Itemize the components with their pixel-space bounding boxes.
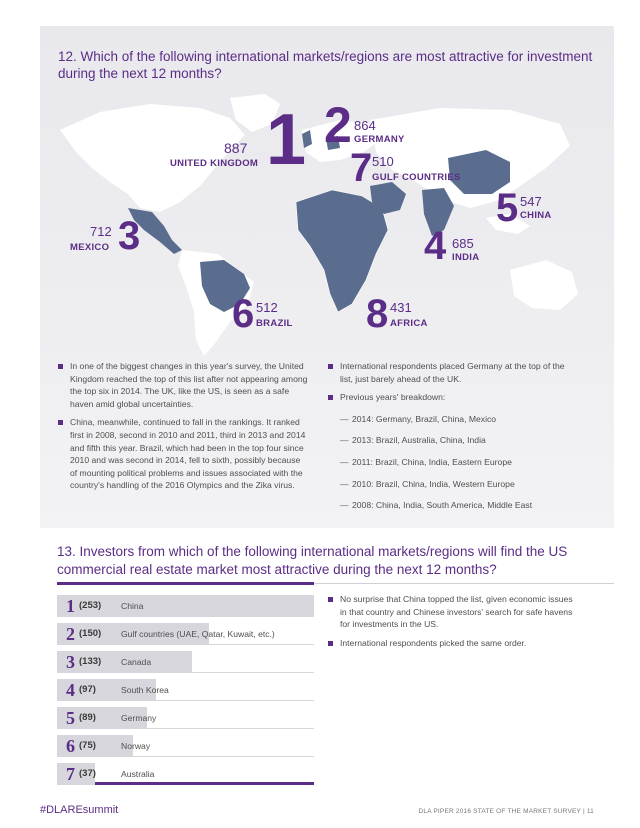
rank-count: 887 bbox=[224, 140, 248, 156]
q12-title: 12. Which of the following international markets/regions are most attractive for investment during the next 12 months? bbox=[58, 49, 593, 81]
rank-count: 510 bbox=[372, 154, 394, 169]
rank-number: 6 bbox=[232, 292, 255, 336]
rank-count: 547 bbox=[520, 194, 542, 209]
bar-count: (75) bbox=[79, 740, 96, 751]
bar-row bbox=[57, 729, 314, 757]
breakdown-item: — 2008: China, India, South America, Middle East bbox=[328, 499, 578, 512]
bar-row bbox=[57, 701, 314, 729]
q12-left-column bbox=[58, 360, 308, 498]
rank-number: 4 bbox=[424, 224, 447, 268]
rank-number: 1 bbox=[266, 100, 307, 180]
bar-row bbox=[57, 589, 314, 617]
breakdown-item: — 2014: Germany, Brazil, China, Mexico bbox=[328, 413, 578, 426]
bar-label: Canada bbox=[121, 657, 152, 667]
bullet-item: No surprise that China topped the list, given economic issues in that country and Chinese investors' search for safe havens for investments in the US. bbox=[328, 593, 578, 631]
rank-name: UNITED KINGDOM bbox=[170, 158, 259, 169]
bar-rank: 5 bbox=[66, 708, 75, 728]
q13-rule-light bbox=[314, 583, 614, 584]
breakdown-item: — 2013: Brazil, Australia, China, India bbox=[328, 434, 578, 447]
bar-rank: 1 bbox=[66, 596, 75, 616]
bar-row bbox=[57, 645, 314, 673]
bullet-item: China, meanwhile, continued to fall in the rankings. It ranked first in 2008, second in 2010 and 2011, third in 2013 and 2014 and fifth this year. Brazil, which had been in the top four since 2010 and was second in 2014, fell to sixth, possibly because of mounting political problems and issues associated with the country's handling of the 2016 Olympics and the Zika virus. bbox=[58, 416, 308, 492]
rank-count: 685 bbox=[452, 236, 474, 251]
bar-label: South Korea bbox=[121, 685, 169, 695]
rank-count: 864 bbox=[354, 118, 376, 133]
bar-label: Australia bbox=[121, 769, 155, 779]
rank-name: CHINA bbox=[520, 210, 552, 221]
bullet-item: International respondents placed Germany at the top of the list, just barely ahead of the UK. bbox=[328, 360, 578, 385]
rank-name: BRAZIL bbox=[256, 318, 293, 329]
bar-count: (37) bbox=[79, 768, 96, 779]
bar-count: (133) bbox=[79, 656, 102, 667]
q13-bar-list bbox=[57, 589, 314, 785]
rank-name: GERMANY bbox=[354, 134, 405, 145]
rank-number: 2 bbox=[324, 97, 352, 153]
bar-label: Gulf countries (UAE, Qatar, Kuwait, etc.) bbox=[121, 629, 275, 639]
bullet-item: International respondents picked the same order. bbox=[328, 637, 578, 650]
bar-rank: 7 bbox=[66, 764, 75, 784]
rank-number: 5 bbox=[496, 186, 519, 230]
bar-rank: 3 bbox=[66, 652, 75, 672]
bar-rank: 4 bbox=[66, 680, 75, 700]
rank-number: 3 bbox=[118, 214, 141, 258]
q13-rule bbox=[57, 582, 314, 585]
q13-notes bbox=[328, 593, 578, 655]
breakdown-item: — 2011: Brazil, China, India, Eastern Europe bbox=[328, 456, 578, 469]
bullet-item: Previous years' breakdown: bbox=[328, 391, 578, 404]
bar-count: (97) bbox=[79, 684, 96, 695]
bar-count: (150) bbox=[79, 628, 102, 639]
bar-rank: 2 bbox=[66, 624, 75, 644]
australia-shape bbox=[510, 260, 578, 310]
rank-name: MEXICO bbox=[70, 242, 110, 253]
bar-count: (89) bbox=[79, 712, 96, 723]
footer-page-info: DLA PIPER 2016 STATE OF THE MARKET SURVEY | 11 bbox=[418, 808, 594, 815]
q12-panel bbox=[40, 26, 614, 528]
breakdown-item: — 2010: Brazil, China, India, Western Europe bbox=[328, 478, 578, 491]
bar-label: Norway bbox=[121, 741, 151, 751]
q12-right-column bbox=[328, 360, 578, 521]
bar-row bbox=[57, 757, 314, 785]
rank-number: 8 bbox=[366, 292, 389, 336]
bullet-item: In one of the biggest changes in this year's survey, the United Kingdom reached the top of this list after not appearing among the top six in 2014. The UK, like the US, is seen as a safe haven amid global uncertainties. bbox=[58, 360, 308, 410]
rank-name: INDIA bbox=[452, 252, 480, 263]
rank-number: 7 bbox=[350, 146, 373, 190]
rank-count: 712 bbox=[90, 224, 112, 239]
rank-name: AFRICA bbox=[390, 318, 428, 329]
bar-label: Germany bbox=[121, 713, 157, 723]
q13-title: 13. Investors from which of the following international markets/regions will find the US commercial real estate market most attractive during the next 12 months? bbox=[57, 544, 568, 577]
bar-rank: 6 bbox=[66, 736, 75, 756]
bar-row bbox=[57, 617, 314, 645]
footer-hashtag: #DLAREsummit bbox=[40, 804, 119, 816]
bar-label: China bbox=[121, 601, 144, 611]
rank-name: GULF COUNTRIES bbox=[372, 172, 461, 183]
bar-count: (253) bbox=[79, 600, 102, 611]
bar-row bbox=[57, 673, 314, 701]
rank-count: 512 bbox=[256, 300, 278, 315]
rank-count: 431 bbox=[390, 300, 412, 315]
